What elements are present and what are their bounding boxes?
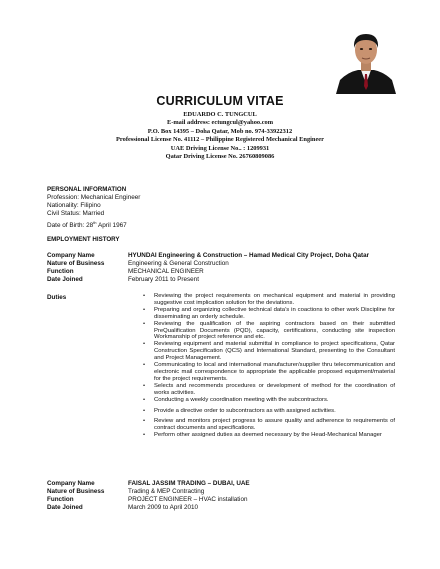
duty-text: Preparing and organizing collective technical data’s in coactions to other work Discipline for disseminating an orderly schedule. xyxy=(154,306,395,320)
bullet-icon: • xyxy=(143,407,146,414)
contact-qatar-license: Qatar Driving License No. 26760809086 xyxy=(165,153,275,161)
job-2-details xyxy=(47,480,398,512)
job-1-company-row xyxy=(47,252,398,260)
duty-item xyxy=(143,418,395,432)
contact-block xyxy=(0,111,440,161)
job-2-nature: Trading & MEP Contracting xyxy=(128,488,205,496)
duty-text: Communicating to local and international manufacturer/supplier thru telecommunication and electronic mail correspondence to appropriate the applicable proposed equipment/material for the project requirements. xyxy=(154,362,395,382)
job-2-company-row xyxy=(47,480,398,488)
contact-uae-license: UAE Driving License No.. : 1209931 xyxy=(170,144,270,152)
dob-prefix: Date of Birth: 28 xyxy=(47,221,94,229)
duty-text: Reviewing the project requirements on mechanical equipment and material in providing suggestive cost implication solution for the deviations. xyxy=(154,293,395,306)
bullet-icon: • xyxy=(143,293,146,299)
nationality: Nationality: Filipino xyxy=(47,202,101,210)
duty-text: Reviewing equipment and material submittal in compliance to project specifications, Qatar Construction Specification (QCS) and International Standard, presenting to the Consultant and Project Management. xyxy=(154,341,395,362)
company-label: Company Name xyxy=(47,480,95,487)
job-2-function-row xyxy=(47,496,398,504)
dob-sup: th xyxy=(93,219,97,225)
personal-heading: PERSONAL INFORMATION xyxy=(47,186,127,193)
job-1-nature: Engineering & General Construction xyxy=(128,260,229,268)
duty-text: Selects and recommends procedures or development of method for the coordination of works activities. xyxy=(154,382,395,396)
job-1-joined: February 2011 to Present xyxy=(128,276,199,284)
job-2-joined: March 2009 to April 2010 xyxy=(128,504,199,512)
job-1-function-row xyxy=(47,268,398,276)
profile-photo xyxy=(334,28,398,94)
profile-photo-image xyxy=(334,28,398,94)
duty-item xyxy=(143,383,395,397)
profession: Profession: Mechanical Engineer xyxy=(47,194,141,201)
bullet-icon: • xyxy=(143,418,146,425)
date-of-birth xyxy=(47,219,140,230)
duty-item xyxy=(143,408,395,415)
contact-address: P.O. Box 14395 – Doha Qatar, Mob no. 974-33922312 xyxy=(147,127,293,135)
contact-license: Professional License No. 41112 – Philippine Registered Mechanical Engineer xyxy=(116,136,324,144)
duty-item xyxy=(143,432,395,439)
job-2-joined-row xyxy=(47,504,398,512)
bullet-icon: • xyxy=(143,341,146,348)
duty-text: Reviewing the qualification of the aspiring contractors based on their submitted PreQualification Documents (PQD), capacity, certifications, conducting site inspection Workmanship of project reference and etc. xyxy=(154,320,395,341)
dob-suffix: April 1967 xyxy=(96,221,127,229)
duty-item xyxy=(143,293,395,307)
nature-label: Nature of Business xyxy=(47,488,105,496)
contact-name: EDUARDO C. TUNGCUL xyxy=(183,111,257,118)
duty-item xyxy=(143,321,395,342)
contact-email: E-mail address: ectungcul@yahoo.com xyxy=(166,119,274,127)
job-1-company: HYUNDAI Engineering & Construction – Hamad Medical City Project, Doha Qatar xyxy=(128,252,370,259)
job-1-details xyxy=(47,252,398,284)
function-label: Function xyxy=(47,496,74,504)
page-title: CURRICULUM VITAE xyxy=(156,94,284,108)
job-1-function: MECHANICAL ENGINEER xyxy=(128,268,204,276)
job-2-company: FAISAL JASSIM TRADING – DUBAI, UAE xyxy=(128,480,250,487)
company-label: Company Name xyxy=(47,252,95,259)
bullet-icon: • xyxy=(143,362,146,369)
bullet-icon: • xyxy=(143,306,146,313)
joined-label: Date Joined xyxy=(47,276,83,284)
duty-item xyxy=(143,307,395,321)
duty-item xyxy=(143,397,395,404)
duty-text: Conducting a weekly coordination meeting with the subcontractors. xyxy=(154,396,329,403)
job-2-nature-row xyxy=(47,488,398,496)
duties-list xyxy=(143,293,395,439)
duty-text: Provide a directive order to subcontractors as with assigned activities. xyxy=(154,407,336,414)
bullet-icon: • xyxy=(143,396,146,403)
job-2-function: PROJECT ENGINEER – HVAC installation xyxy=(128,496,248,504)
civil-status: Civil Status: Married xyxy=(47,210,105,218)
personal-info xyxy=(47,194,140,230)
duty-item xyxy=(143,362,395,383)
bullet-icon: • xyxy=(143,382,146,389)
job-1-joined-row xyxy=(47,276,398,284)
duty-item xyxy=(143,341,395,362)
bullet-icon: • xyxy=(143,320,146,327)
job-1-nature-row xyxy=(47,260,398,268)
duties-label: Duties xyxy=(47,294,67,301)
nature-label: Nature of Business xyxy=(47,260,105,268)
function-label: Function xyxy=(47,268,74,276)
employment-heading: EMPLOYMENT HISTORY xyxy=(47,236,120,243)
joined-label: Date Joined xyxy=(47,504,83,512)
bullet-icon: • xyxy=(143,432,146,439)
duty-text: Perform other assigned duties as deemed necessary by the Head-Mechanical Manager xyxy=(154,432,382,439)
duty-text: Review and monitors project progress to assure quality and adherence to requirements of contract documents and specifications. xyxy=(154,418,395,432)
